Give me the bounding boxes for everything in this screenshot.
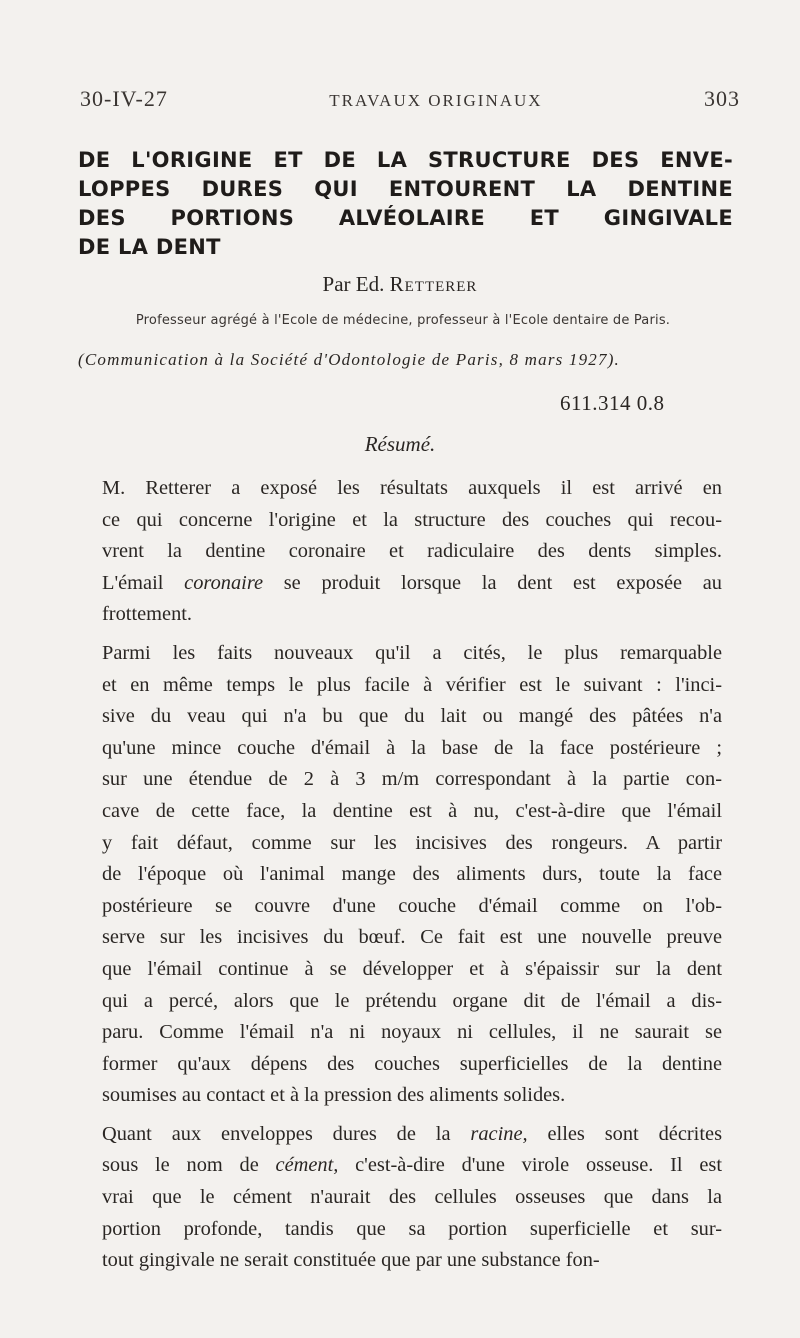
classification-number: 611.314 0.8 xyxy=(560,391,665,415)
title-line: DE LA DENT xyxy=(78,235,221,259)
text-run: L'émail xyxy=(102,571,185,594)
section-heading: Résumé. xyxy=(364,432,436,456)
title-line: DE L'ORIGINE ET DE LA STRUCTURE DES ENVE- xyxy=(78,148,733,172)
issue-date: 30-IV-27 xyxy=(80,86,168,111)
paragraph xyxy=(78,638,722,1112)
author-affiliation: Professeur agrégé à l'Ecole de médecine, professeur à l'Ecole dentaire de Paris. xyxy=(135,313,671,328)
text-line: frottement. xyxy=(102,603,193,626)
text-line: sur une étendue de 2 à 3 m/m correspondant à la partie con- xyxy=(102,768,722,791)
italic-term: cément, xyxy=(275,1154,339,1177)
text-line: vrai que le cément n'aurait des cellules osseuses que dans la xyxy=(102,1186,722,1209)
text-line: postérieure se couvre d'une couche d'émail comme on l'ob- xyxy=(102,894,722,917)
text-line: Parmi les faits nouveaux qu'il a cités, le plus remarquable xyxy=(102,641,722,664)
text-line: portion profonde, tandis que sa portion superficielle et sur- xyxy=(102,1217,722,1240)
text-line: paru. Comme l'émail n'a ni noyaux ni cellules, il ne saurait se xyxy=(102,1021,722,1044)
text-line: sive du veau qui n'a bu que du lait ou mangé des pâtées n'a xyxy=(102,705,722,728)
journal-section: TRAVAUX ORIGINAUX xyxy=(329,91,543,110)
text-line: ce qui concerne l'origine et la structure des couches qui recou- xyxy=(102,508,722,531)
paragraph xyxy=(78,1119,722,1277)
running-head xyxy=(80,86,740,116)
author-line xyxy=(0,272,800,297)
author-prefix: Par Ed. xyxy=(322,272,385,296)
article-title xyxy=(78,146,733,262)
italic-term: racine, xyxy=(470,1122,528,1145)
text-run: sous le nom de xyxy=(102,1154,276,1177)
text-run: Quant aux enveloppes dures de la xyxy=(102,1122,471,1145)
text-line: tout gingivale ne serait constituée que par une substance fon- xyxy=(102,1249,600,1272)
text-line: de l'époque où l'animal mange des aliments durs, toute la face xyxy=(102,863,722,886)
communication-note: (Communication à la Société d'Odontologie de Paris, 8 mars 1927). xyxy=(78,350,621,369)
text-run: se produit lorsque la dent est exposée au xyxy=(263,571,722,594)
text-line: cave de cette face, la dentine est à nu, c'est-à-dire que l'émail xyxy=(102,799,722,822)
text-line: vrent la dentine coronaire et radiculaire des dents simples. xyxy=(102,540,722,563)
paragraph xyxy=(78,473,722,631)
text-line: que l'émail continue à se développer et à s'épaissir sur la dent xyxy=(102,957,722,980)
text-line: qu'une mince couche d'émail à la base de la face postérieure ; xyxy=(102,736,722,759)
text-line: soumises au contact et à la pression des aliments solides. xyxy=(102,1084,566,1107)
text-line: et en même temps le plus facile à vérifier est le suivant : l'inci- xyxy=(102,673,722,696)
text-line: serve sur les incisives du bœuf. Ce fait est une nouvelle preuve xyxy=(102,926,722,949)
title-line: LOPPES DURES QUI ENTOURENT LA DENTINE xyxy=(78,177,733,201)
text-run: c'est-à-dire d'une virole osseuse. Il est xyxy=(338,1154,722,1177)
page-number: 303 xyxy=(704,86,740,111)
title-line: DES PORTIONS ALVÉOLAIRE ET GINGIVALE xyxy=(78,206,733,230)
text-line: M. Retterer a exposé les résultats auxquels il est arrivé en xyxy=(102,477,722,499)
text-run: elles sont décrites xyxy=(527,1122,723,1145)
author-name: Retterer xyxy=(389,272,478,296)
text-line: y fait défaut, comme sur les incisives des rongeurs. A partir xyxy=(102,831,722,854)
text-line xyxy=(78,1150,722,1182)
article-body xyxy=(78,473,722,1284)
text-line xyxy=(78,1119,722,1151)
italic-term: coronaire xyxy=(184,571,264,594)
text-line xyxy=(78,568,722,600)
text-line: former qu'aux dépens des couches superficielles de la dentine xyxy=(102,1052,722,1075)
text-line: qui a percé, alors que le prétendu organe dit de l'émail a dis- xyxy=(102,989,722,1012)
